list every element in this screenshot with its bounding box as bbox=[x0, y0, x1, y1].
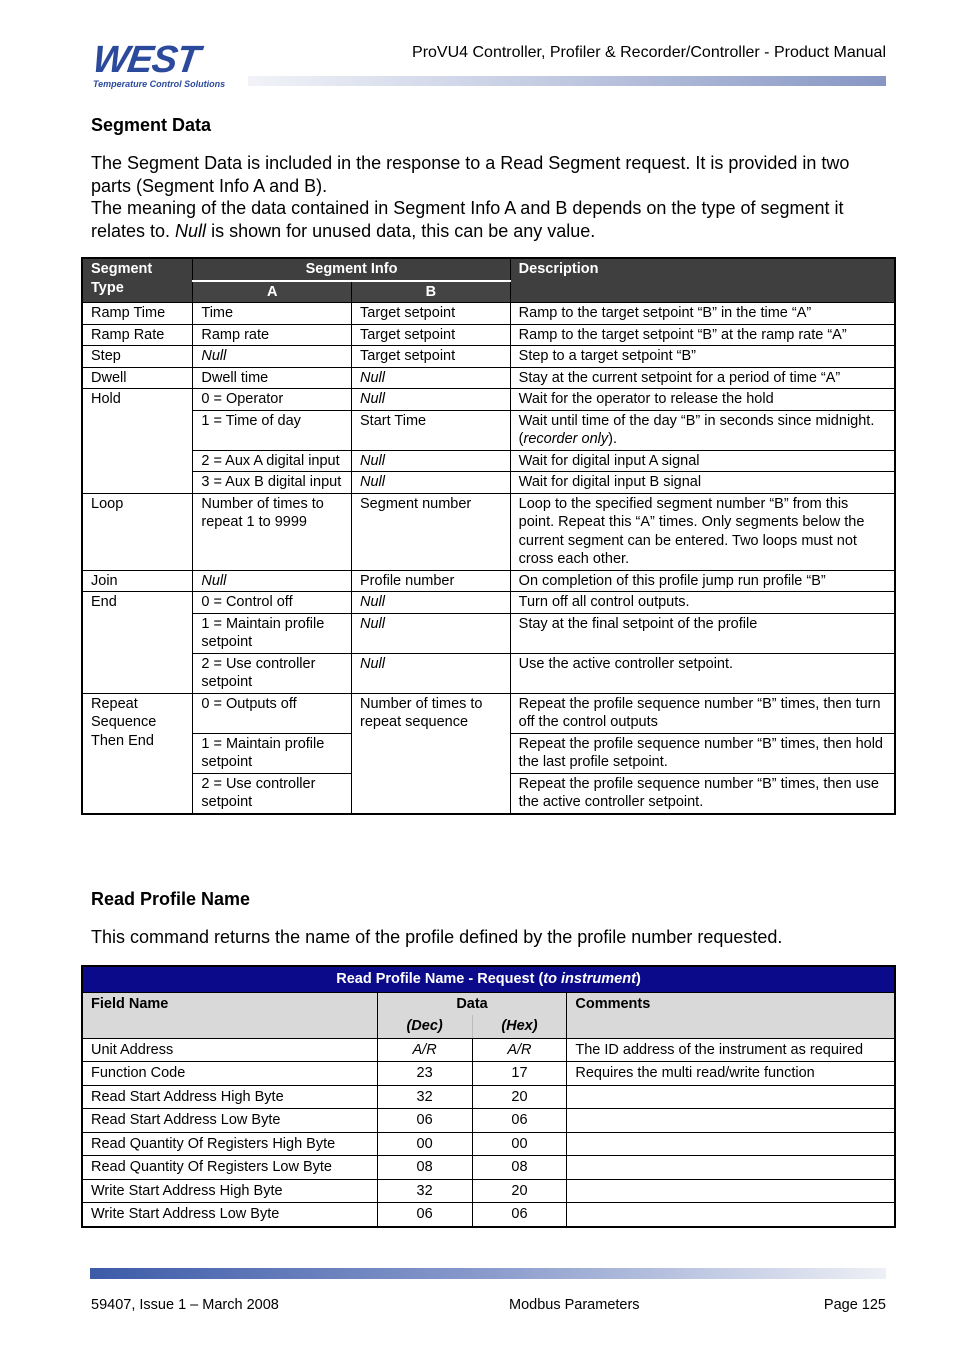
cell-comments bbox=[567, 1179, 895, 1203]
cell-field: Read Quantity Of Registers Low Byte bbox=[82, 1156, 377, 1180]
cell-desc: Wait for digital input B signal bbox=[510, 472, 895, 494]
col-info-a: A bbox=[193, 281, 352, 303]
cell-b: Number of times to repeat sequence bbox=[352, 693, 511, 814]
desc-text: Wait until time of the day “B” in seconds since midnight. ( bbox=[518, 412, 875, 447]
footer-gradient-bar bbox=[90, 1268, 886, 1279]
cell-b: Profile number bbox=[352, 570, 511, 592]
null-term: Null bbox=[175, 220, 207, 241]
table-row bbox=[82, 613, 895, 653]
cell-b: Null bbox=[352, 653, 511, 693]
cell-desc: Loop to the specified segment number “B” from this point. Repeat this “A” times. Only segments below the current segment can be entered. Two loops must not cross each other. bbox=[510, 493, 895, 570]
cell-hex: 08 bbox=[472, 1156, 567, 1180]
logo-wordmark: WEST bbox=[90, 39, 202, 81]
cell-b: Null bbox=[352, 450, 511, 472]
col-hex: (Hex) bbox=[472, 1015, 567, 1038]
table-row bbox=[82, 570, 895, 592]
footer-section: Modbus Parameters bbox=[509, 1297, 640, 1313]
cell-comments bbox=[567, 1132, 895, 1156]
cell-dec: 23 bbox=[377, 1062, 472, 1086]
table-row bbox=[82, 389, 895, 411]
table-row bbox=[82, 410, 895, 450]
cell-hex: A/R bbox=[472, 1038, 567, 1062]
cell-b: Null bbox=[352, 367, 511, 389]
west-logo bbox=[90, 39, 245, 90]
footer-page-number: Page 125 bbox=[823, 1297, 886, 1313]
table-row bbox=[82, 324, 895, 346]
table-row bbox=[82, 1179, 895, 1203]
cell-comments: Requires the multi read/write function bbox=[567, 1062, 895, 1086]
col-info-b: B bbox=[352, 281, 511, 303]
cell-a: Time bbox=[193, 303, 352, 325]
desc-text-end: ). bbox=[608, 431, 617, 447]
cell-dec: 00 bbox=[377, 1132, 472, 1156]
cell-b: Target setpoint bbox=[352, 303, 511, 325]
cell-a: 2 = Use controller setpoint bbox=[193, 653, 352, 693]
cell-desc: On completion of this profile jump run profile “B” bbox=[510, 570, 895, 592]
col-comments: Comments bbox=[567, 992, 895, 1038]
read-profile-name-request-table bbox=[81, 965, 896, 1228]
cell-desc bbox=[510, 410, 895, 450]
cell-desc: Wait for digital input A signal bbox=[510, 450, 895, 472]
segment-data-intro bbox=[91, 152, 891, 242]
cell-desc: Ramp to the target setpoint “B” at the ramp rate “A” bbox=[510, 324, 895, 346]
cell-a: 2 = Aux A digital input bbox=[193, 450, 352, 472]
cell-hex: 06 bbox=[472, 1203, 567, 1227]
cell-a: 2 = Use controller setpoint bbox=[193, 773, 352, 814]
cell-a: 3 = Aux B digital input bbox=[193, 472, 352, 494]
col-dec: (Dec) bbox=[377, 1015, 472, 1038]
cell-desc: Ramp to the target setpoint “B” in the time “A” bbox=[510, 303, 895, 325]
cell-a: 0 = Operator bbox=[193, 389, 352, 411]
cell-desc: Wait for the operator to release the hold bbox=[510, 389, 895, 411]
cell-field: Unit Address bbox=[82, 1038, 377, 1062]
cell-dec: 06 bbox=[377, 1109, 472, 1133]
cell-type: Repeat Sequence Then End bbox=[82, 693, 193, 814]
cell-desc: Turn off all control outputs. bbox=[510, 592, 895, 614]
col-field-name: Field Name bbox=[82, 992, 377, 1038]
cell-a: 0 = Control off bbox=[193, 592, 352, 614]
manual-title: ProVU4 Controller, Profiler & Recorder/Controller - Product Manual bbox=[412, 44, 886, 61]
table-row bbox=[82, 1132, 895, 1156]
col-segment-info: Segment Info bbox=[193, 258, 510, 281]
cell-a: 1 = Maintain profile setpoint bbox=[193, 733, 352, 773]
col-segment-type: Segment Type bbox=[82, 258, 193, 303]
table-row bbox=[82, 346, 895, 368]
cell-field: Read Start Address High Byte bbox=[82, 1085, 377, 1109]
read-profile-name-heading: Read Profile Name bbox=[91, 889, 251, 909]
intro-paragraph-2a: The meaning of the data contained in Segment Info A and B depends on the type of segment it relates to. bbox=[91, 198, 844, 241]
cell-a: Number of times to repeat 1 to 9999 bbox=[193, 493, 352, 570]
cell-b: Null bbox=[352, 613, 511, 653]
cell-dec: A/R bbox=[377, 1038, 472, 1062]
table-row bbox=[82, 472, 895, 494]
desc-italic: recorder only bbox=[523, 431, 609, 447]
cell-desc: Stay at the final setpoint of the profile bbox=[510, 613, 895, 653]
cell-b: Start Time bbox=[352, 410, 511, 450]
cell-hex: 17 bbox=[472, 1062, 567, 1086]
cell-desc: Stay at the current setpoint for a period of time “A” bbox=[510, 367, 895, 389]
logo-tagline: Temperature Control Solutions bbox=[93, 79, 226, 89]
cell-hex: 00 bbox=[472, 1132, 567, 1156]
cell-b: Null bbox=[352, 592, 511, 614]
cell-field: Write Start Address High Byte bbox=[82, 1179, 377, 1203]
table-row bbox=[82, 1038, 895, 1062]
table-row bbox=[82, 1109, 895, 1133]
cell-field: Write Start Address Low Byte bbox=[82, 1203, 377, 1227]
table-caption bbox=[82, 966, 895, 992]
cell-a: 1 = Time of day bbox=[193, 410, 352, 450]
cell-desc: Step to a target setpoint “B” bbox=[510, 346, 895, 368]
cell-comments bbox=[567, 1109, 895, 1133]
cell-comments bbox=[567, 1156, 895, 1180]
cell-field: Read Quantity Of Registers High Byte bbox=[82, 1132, 377, 1156]
table-row bbox=[82, 693, 895, 733]
cell-comments bbox=[567, 1085, 895, 1109]
caption-italic: to instrument bbox=[543, 971, 636, 987]
read-profile-name-intro: This command returns the name of the profile defined by the profile number requested. bbox=[91, 927, 783, 947]
cell-type: Hold bbox=[82, 389, 193, 494]
cell-a: Dwell time bbox=[193, 367, 352, 389]
cell-hex: 20 bbox=[472, 1085, 567, 1109]
segment-data-heading: Segment Data bbox=[91, 115, 212, 135]
intro-paragraph-1: The Segment Data is included in the response to a Read Segment request. It is provided in two parts (Segment Info A and B). bbox=[91, 153, 850, 196]
cell-a: Null bbox=[193, 346, 352, 368]
cell-type: Ramp Time bbox=[82, 303, 193, 325]
cell-type: Dwell bbox=[82, 367, 193, 389]
table-row bbox=[82, 653, 895, 693]
col-description: Description bbox=[510, 258, 895, 303]
cell-dec: 08 bbox=[377, 1156, 472, 1180]
table-row bbox=[82, 367, 895, 389]
cell-type: Ramp Rate bbox=[82, 324, 193, 346]
cell-comments bbox=[567, 1203, 895, 1227]
intro-paragraph-2b: is shown for unused data, this can be any value. bbox=[206, 220, 596, 241]
footer-document-id: 59407, Issue 1 – March 2008 bbox=[91, 1297, 279, 1313]
cell-field: Function Code bbox=[82, 1062, 377, 1086]
col-data: Data bbox=[377, 992, 567, 1015]
table-row bbox=[82, 1156, 895, 1180]
caption-text: Read Profile Name - Request ( bbox=[336, 971, 544, 987]
table-row bbox=[82, 1203, 895, 1227]
cell-a: 1 = Maintain profile setpoint bbox=[193, 613, 352, 653]
header-row bbox=[82, 992, 895, 1015]
cell-desc: Use the active controller setpoint. bbox=[510, 653, 895, 693]
cell-b: Target setpoint bbox=[352, 324, 511, 346]
cell-field: Read Start Address Low Byte bbox=[82, 1109, 377, 1133]
header-gradient-bar bbox=[248, 76, 886, 86]
cell-a: Null bbox=[193, 570, 352, 592]
table-row bbox=[82, 592, 895, 614]
cell-type: Loop bbox=[82, 493, 193, 570]
cell-type: End bbox=[82, 592, 193, 694]
cell-a: 0 = Outputs off bbox=[193, 693, 352, 733]
cell-dec: 32 bbox=[377, 1085, 472, 1109]
cell-b: Null bbox=[352, 389, 511, 411]
cell-b: Segment number bbox=[352, 493, 511, 570]
table-row bbox=[82, 1062, 895, 1086]
cell-type: Join bbox=[82, 570, 193, 592]
cell-desc: Repeat the profile sequence number “B” times, then hold the last profile setpoint. bbox=[510, 733, 895, 773]
cell-desc: Repeat the profile sequence number “B” times, then turn off the control outputs bbox=[510, 693, 895, 733]
table-row bbox=[82, 1085, 895, 1109]
table-row bbox=[82, 450, 895, 472]
table-caption-row bbox=[82, 966, 895, 992]
cell-type: Step bbox=[82, 346, 193, 368]
cell-b: Target setpoint bbox=[352, 346, 511, 368]
cell-hex: 06 bbox=[472, 1109, 567, 1133]
table-row bbox=[82, 493, 895, 570]
cell-a: Ramp rate bbox=[193, 324, 352, 346]
cell-desc: Repeat the profile sequence number “B” times, then use the active controller setpoint. bbox=[510, 773, 895, 814]
cell-b: Null bbox=[352, 472, 511, 494]
caption-text-end: ) bbox=[635, 971, 641, 987]
cell-dec: 32 bbox=[377, 1179, 472, 1203]
cell-dec: 06 bbox=[377, 1203, 472, 1227]
segment-data-table bbox=[81, 257, 896, 815]
table-row bbox=[82, 303, 895, 325]
cell-hex: 20 bbox=[472, 1179, 567, 1203]
cell-comments: The ID address of the instrument as required bbox=[567, 1038, 895, 1062]
